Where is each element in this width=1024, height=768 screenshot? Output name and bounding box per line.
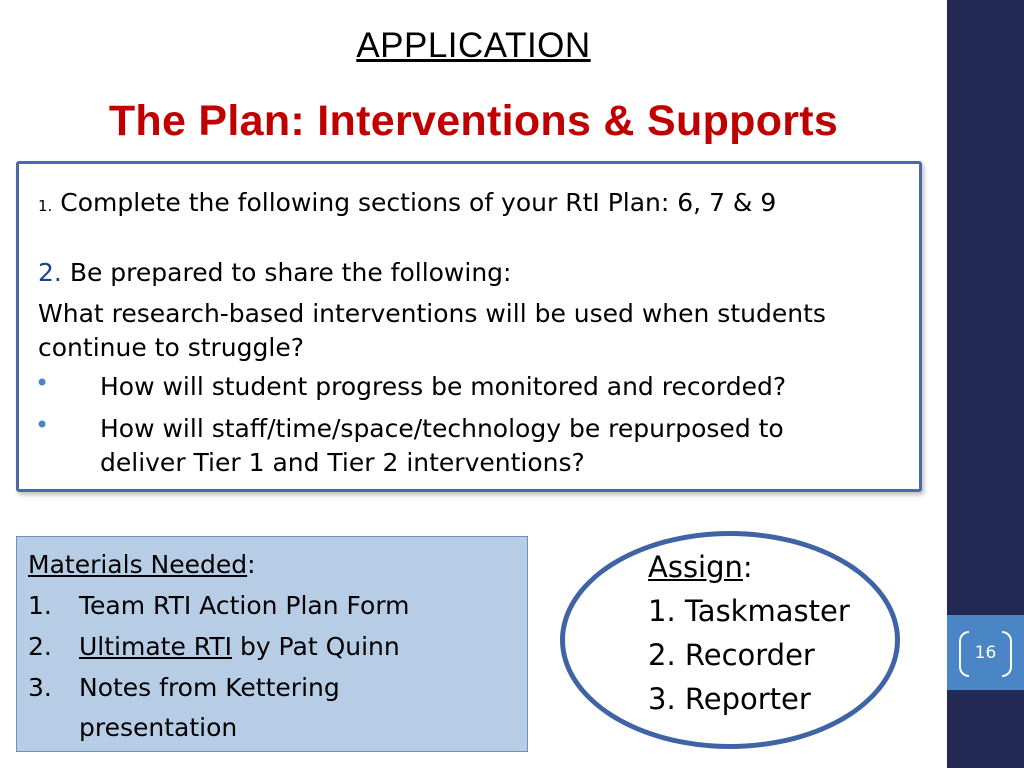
assign-item: 2. Recorder [648,638,815,672]
materials-item-text: Team RTI Action Plan Form [79,591,410,620]
materials-heading-text: Materials Needed [28,550,248,579]
materials-heading [28,544,256,585]
instruction-item-2 [38,256,511,290]
bullet-text-line: How will student progress be monitored and recorded? [100,372,787,401]
question-line-2: continue to struggle? [38,333,304,362]
materials-item-number: 3. [28,673,52,702]
bullet-icon: • [35,369,50,397]
item-2-text: Be prepared to share the following: [69,258,512,287]
assign-item: 1. Taskmaster [648,594,850,628]
assign-heading-colon: : [742,550,753,584]
materials-item-text: Notes from Kettering [79,673,340,702]
book-title: Ultimate RTI [79,632,232,661]
bullet-text-line: deliver Tier 1 and Tier 2 interventions? [100,448,585,477]
materials-item-number: 1. [28,591,52,620]
instructions-box [16,161,922,492]
item-1-text: Complete the following sections of your RtI Plan: 6, 7 & 9 [60,188,777,217]
question-line-1: What research-based interventions will be used when students [38,299,826,328]
book-author: by Pat Quinn [232,632,400,661]
materials-item-text: presentation [79,713,238,742]
bullet-icon: • [35,411,50,439]
item-2-number: 2. [38,258,62,287]
instruction-item-1 [38,186,776,223]
item-1-number: 1. [38,197,53,215]
slide-subtitle: The Plan: Interventions & Supports [108,97,839,145]
bullet-text-line: How will staff/time/space/technology be repurposed to [100,414,784,443]
materials-item-number: 2. [28,632,52,661]
materials-box [16,536,528,752]
materials-heading-colon: : [247,550,256,579]
slide-title: APPLICATION [356,26,591,65]
page-number: 16 [974,642,997,663]
assign-heading [648,545,753,589]
page-number-badge [947,615,1024,690]
assign-item: 3. Reporter [648,682,811,716]
assign-heading-text: Assign [648,550,743,584]
materials-item-text [79,626,400,667]
